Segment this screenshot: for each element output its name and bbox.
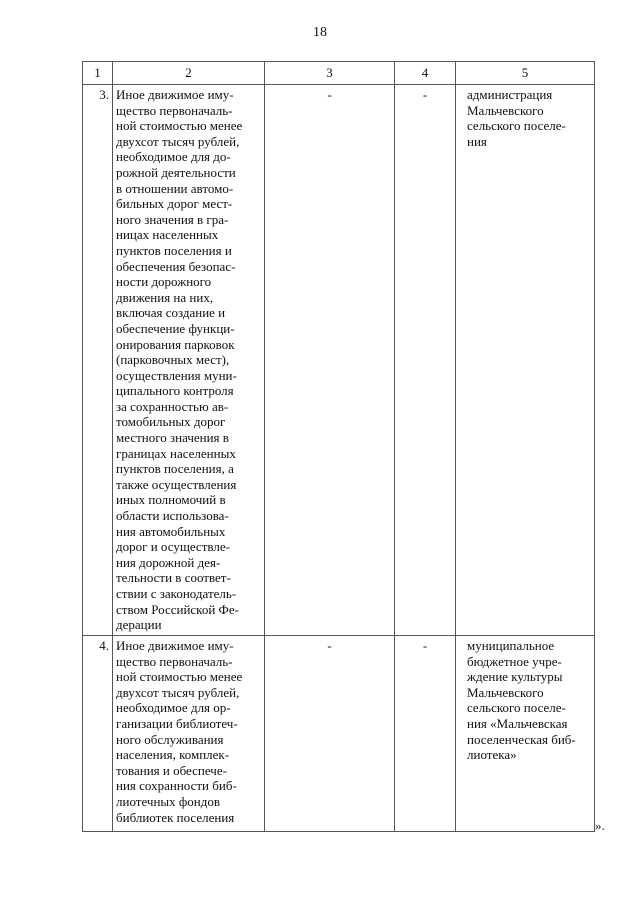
text-line: дорог и осуществле- xyxy=(116,539,230,555)
text-line: границах населенных xyxy=(116,445,236,461)
text-line: дерации xyxy=(116,617,162,633)
text-line: необходимое для ор- xyxy=(116,700,231,716)
text-line: включая создание и xyxy=(116,305,226,321)
text-line: за сохранностью ав- xyxy=(116,398,229,414)
text-line: лиотечных фондов xyxy=(116,793,221,809)
col4-value: - xyxy=(395,85,456,636)
text-line: Мальчевского xyxy=(467,102,544,118)
text-line: тования и обеспече- xyxy=(116,762,227,778)
text-line: осуществления муни- xyxy=(116,367,237,383)
property-holder xyxy=(456,636,595,832)
property-holder xyxy=(456,85,595,636)
text-line: щество первоначаль- xyxy=(116,102,233,118)
text-line: ния дорожной дея- xyxy=(116,554,221,570)
col3-value: - xyxy=(265,85,395,636)
text-line: бильных дорог мест- xyxy=(116,196,233,212)
text-line: ного значения в гра- xyxy=(116,211,229,227)
text-line: иных полномочий в xyxy=(116,492,226,508)
text-line: муниципальное xyxy=(467,638,555,653)
col3-value: - xyxy=(265,636,395,832)
text-line: пунктов поселения и xyxy=(116,242,232,258)
text-line: местного значения в xyxy=(116,430,229,446)
text-line: ния сохранности биб- xyxy=(116,778,237,794)
text-line: сельского поселе- xyxy=(467,118,566,134)
text-line: онирования парковок xyxy=(116,336,235,352)
text-line: сельского поселе- xyxy=(467,700,566,716)
text-line: двухсот тысяч рублей, xyxy=(116,133,240,149)
text-line: ния xyxy=(467,133,487,149)
table-row xyxy=(83,85,595,636)
row-number: 3. xyxy=(83,85,113,636)
table-row xyxy=(83,636,595,832)
text-line: ности дорожного xyxy=(116,274,212,290)
text-line: администрация xyxy=(467,87,553,102)
text-line: томобильных дорог xyxy=(116,414,226,430)
text-line: ципального контроля xyxy=(116,383,234,399)
text-line: ния автомобильных xyxy=(116,523,226,539)
text-line: ного обслуживания xyxy=(116,731,224,747)
column-header-1: 1 xyxy=(83,62,113,85)
property-table xyxy=(82,61,595,832)
text-line: ной стоимостью менее xyxy=(116,118,243,134)
text-line: ния «Мальчевская xyxy=(467,715,568,731)
text-line: щество первоначаль- xyxy=(116,653,233,669)
text-line: ницах населенных xyxy=(116,227,219,243)
text-line: библиотек поселения xyxy=(116,809,235,825)
text-line: ствии с законодатель- xyxy=(116,586,237,601)
text-line: обеспечения безопас- xyxy=(116,258,236,274)
text-line: лиотека» xyxy=(467,747,517,763)
text-line: тельности в соответ- xyxy=(116,570,231,586)
text-line: рожной деятельности xyxy=(116,164,236,180)
text-line: населения, комплек- xyxy=(116,747,230,763)
text-line: поселенческая биб- xyxy=(467,731,576,747)
text-line: необходимое для до- xyxy=(116,149,231,165)
text-line: Иное движимое иму- xyxy=(116,87,234,102)
property-description xyxy=(113,636,265,832)
text-line: (парковочных мест), xyxy=(116,352,230,368)
row-number: 4. xyxy=(83,636,113,832)
text-line: ством Российской Фе- xyxy=(116,601,239,617)
column-header-3: 3 xyxy=(265,62,395,85)
text-line: обеспечение функци- xyxy=(116,320,235,336)
text-line: двухсот тысяч рублей, xyxy=(116,684,240,700)
text-line: пунктов поселения, а xyxy=(116,461,234,477)
text-line: бюджетное учре- xyxy=(467,653,562,669)
text-line: ждение культуры xyxy=(467,669,563,685)
closing-quote-mark: ». xyxy=(595,818,605,833)
page-number: 18 xyxy=(313,25,327,40)
property-description xyxy=(113,85,265,636)
text-line: Мальчевского xyxy=(467,684,544,700)
text-line: движения на них, xyxy=(116,289,214,305)
column-header-5: 5 xyxy=(456,62,595,85)
text-line: Иное движимое иму- xyxy=(116,638,234,653)
text-line: области использова- xyxy=(116,508,229,524)
table-header-row xyxy=(83,62,595,85)
column-header-4: 4 xyxy=(395,62,456,85)
text-line: ганизации библиотеч- xyxy=(116,715,238,731)
text-line: также осуществления xyxy=(116,476,237,492)
column-header-2: 2 xyxy=(113,62,265,85)
col4-value: - xyxy=(395,636,456,832)
text-line: ной стоимостью менее xyxy=(116,669,243,685)
text-line: в отношении автомо- xyxy=(116,180,234,196)
